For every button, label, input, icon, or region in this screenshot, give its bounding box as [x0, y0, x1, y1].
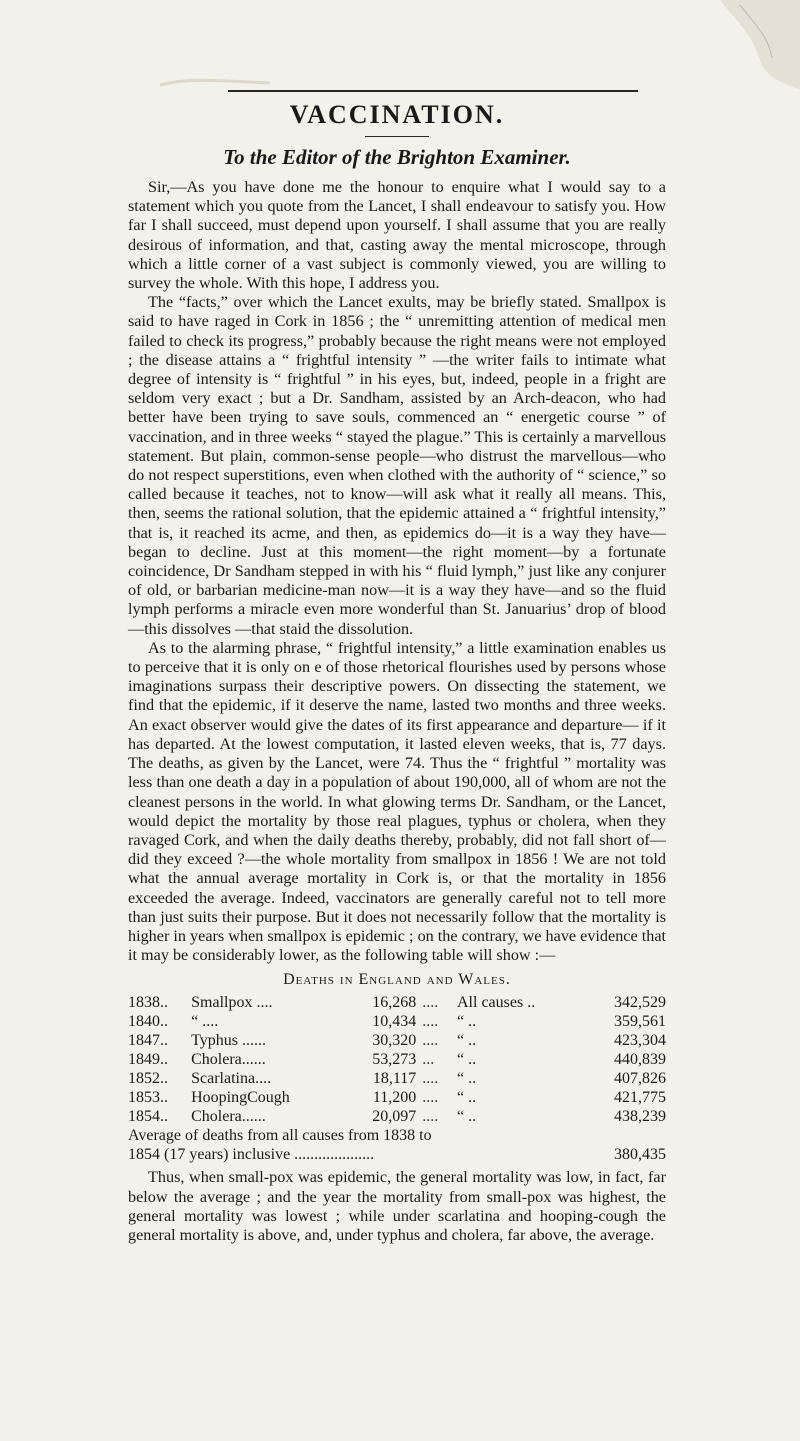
row-all-label: “ .. — [457, 1051, 477, 1069]
row-deaths: 30,320 — [372, 1032, 417, 1050]
row-sep: ... — [422, 1051, 435, 1069]
average-value: 380,435 — [614, 1146, 666, 1164]
table-title: Deaths in England and Wales. — [283, 971, 511, 989]
average-line — [128, 1126, 666, 1164]
row-sep: .... — [422, 1108, 439, 1126]
table-row — [128, 1088, 666, 1107]
row-disease: Smallpox .... — [191, 994, 273, 1012]
row-year: 1853.. — [128, 1089, 168, 1107]
row-all-causes: 421,775 — [614, 1089, 666, 1107]
row-sep: .... — [422, 1089, 439, 1107]
headline-rule — [365, 136, 429, 137]
table-row — [128, 1069, 666, 1088]
row-all-label: “ .. — [457, 1032, 477, 1050]
table-row — [128, 1012, 666, 1031]
row-disease: Typhus ...... — [191, 1032, 267, 1050]
row-deaths: 53,273 — [372, 1051, 417, 1069]
row-year: 1838.. — [128, 994, 168, 1012]
table-row — [128, 1031, 666, 1050]
row-all-causes: 423,304 — [614, 1032, 666, 1050]
row-all-causes: 359,561 — [614, 1013, 666, 1031]
row-disease: Scarlatina.... — [191, 1070, 272, 1088]
row-deaths: 16,268 — [372, 994, 417, 1012]
row-disease: Cholera...... — [191, 1108, 266, 1126]
row-year: 1852.. — [128, 1070, 168, 1088]
row-deaths: 20,097 — [372, 1108, 417, 1126]
salutation — [128, 145, 666, 170]
paper-stain-top-left — [160, 55, 270, 95]
row-all-label: “ .. — [457, 1013, 477, 1031]
closing-paragraph: Thus, when small-pox was epidemic, the general mortality was low, in fact, far below the average ; and the year the mortality from small-pox was highest, the general mortality was lowest ; while under scarlatina and hooping-cough the general mortality is above, and, under typhus and cholera, far above, the average. — [128, 1168, 666, 1244]
row-year: 1847.. — [128, 1032, 168, 1050]
row-deaths: 18,117 — [372, 1070, 417, 1088]
row-all-label: “ .. — [457, 1070, 477, 1088]
row-all-causes: 407,826 — [614, 1070, 666, 1088]
paragraph-1: Sir,—As you have done me the honour to enquire what I would say to a statement which you quote from the Lancet, I shall endeavour to satisfy you. How far I shall succeed, must depend upon yourself. I shall assume that you are really desirous of information, and that, casting away the mental microscope, through which a little corner of a vast subject is commonly viewed, you are willing to survey the whole. With this hope, I address you. — [128, 178, 666, 293]
row-year: 1840.. — [128, 1013, 168, 1031]
row-disease: HoopingCough — [191, 1089, 290, 1107]
row-all-label: All causes .. — [457, 994, 536, 1012]
table-row — [128, 1107, 666, 1126]
salutation-name: Editor of the Brighton Examiner. — [281, 145, 571, 169]
row-sep: .... — [422, 1070, 439, 1088]
row-all-label: “ .. — [457, 1108, 477, 1126]
paper-stain-top-right — [680, 0, 800, 100]
row-sep: .... — [422, 1013, 439, 1031]
row-disease: “ .... — [191, 1013, 219, 1031]
paragraph-3: As to the alarming phrase, “ frightful intensity,” a little examination enables us to perceive that it is only on e of those rhetorical flourishes used by persons whose imaginations surpass their descriptive powers. On dissecting the statement, we find that the epidemic, if it deserve the name, lasted two months and three weeks. An exact observer would give the dates of its first appearance and departure— if it has departed. At the lowest computation, it lasted eleven weeks, that is, 77 days. The deaths, as given by the Lancet, were 74. Thus the “ frightful ” mortality was less than one death a day in a population of about 190,000, all of whom are not the cleanest persons in the world. In what glowing terms Dr. Sandham, or the Lancet, would depict the mortality by those real plagues, typhus or cholera, when they ravaged Cork, and when the daily deaths thereby, probably, did not fall short of—did they exceed ?—the whole mortality from smallpox in 1856 ! We are not told what the annual average mortality in Cork is, or that the mortality in 1856 exceeded the average. Indeed, vaccinators are generally careful not to tell more than just suits their purpose. But it does not necessarily follow that the mortality is higher in years when smallpox is epidemic ; on the contrary, we have evidence that it may be considerably lower, as the following table will show :— — [128, 638, 666, 965]
headline: VACCINATION. — [289, 100, 505, 129]
row-year: 1854.. — [128, 1108, 168, 1126]
row-all-label: “ .. — [457, 1089, 477, 1107]
row-year: 1849.. — [128, 1051, 168, 1069]
average-text-2: 1854 (17 years) inclusive .................... — [128, 1146, 375, 1164]
row-disease: Cholera...... — [191, 1051, 266, 1069]
row-sep: .... — [422, 1032, 439, 1050]
row-deaths: 11,200 — [372, 1089, 417, 1107]
average-row — [128, 1145, 666, 1164]
paragraph-2: The “facts,” over which the Lancet exults, may be briefly stated. Smallpox is said to have raged in Cork in 1856 ; the “ unremitting attention of medical men failed to check its progress,” probably because the right means were not employed ; the disease attains a “ frightful intensity ” —the writer fails to intimate what degree of intensity is “ frightful ” in his eyes, but, indeed, people in a fright are seldom very exact ; but a Dr. Sandham, assisted by an Arch-deacon, who had better have been trying to save souls, commenced an “ energetic course ” of vaccination, and in three weeks “ stayed the plague.” This is certainly a marvellous statement. But plain, common-sense people—who distrust the marvellous—who do not respect superstitions, even when clothed with the authority of “ science,” so called because it teaches, not to know—will ask what it really all means. This, then, seems the rational solution, that the epidemic attained a “ frightful intensity,” that is, it reached its acme, and then, as epidemics do—it is a way they have—began to decline. Just at this moment—the right moment—by a fortunate coincidence, Dr Sandham stepped in with his “ fluid lymph,” just like any conjurer of old, or barbarian medicine-man now—it is a way they have—and so the fluid lymph performs a miracle even more wonderful than St. Januarius’ drop of blood—this dissolves —that staid the dissolution. — [128, 293, 666, 638]
deaths-table — [128, 993, 666, 1126]
salutation-prefix: To the — [223, 145, 282, 169]
row-all-causes: 440,839 — [614, 1051, 666, 1069]
table-row — [128, 1050, 666, 1069]
article — [128, 96, 666, 1245]
row-all-causes: 438,239 — [614, 1108, 666, 1126]
row-all-causes: 342,529 — [614, 994, 666, 1012]
row-sep: .... — [422, 994, 439, 1012]
row-deaths: 10,434 — [372, 1013, 417, 1031]
table-row — [128, 993, 666, 1012]
average-text-1: Average of deaths from all causes from 1838 to — [128, 1127, 432, 1145]
top-rule — [228, 90, 638, 92]
